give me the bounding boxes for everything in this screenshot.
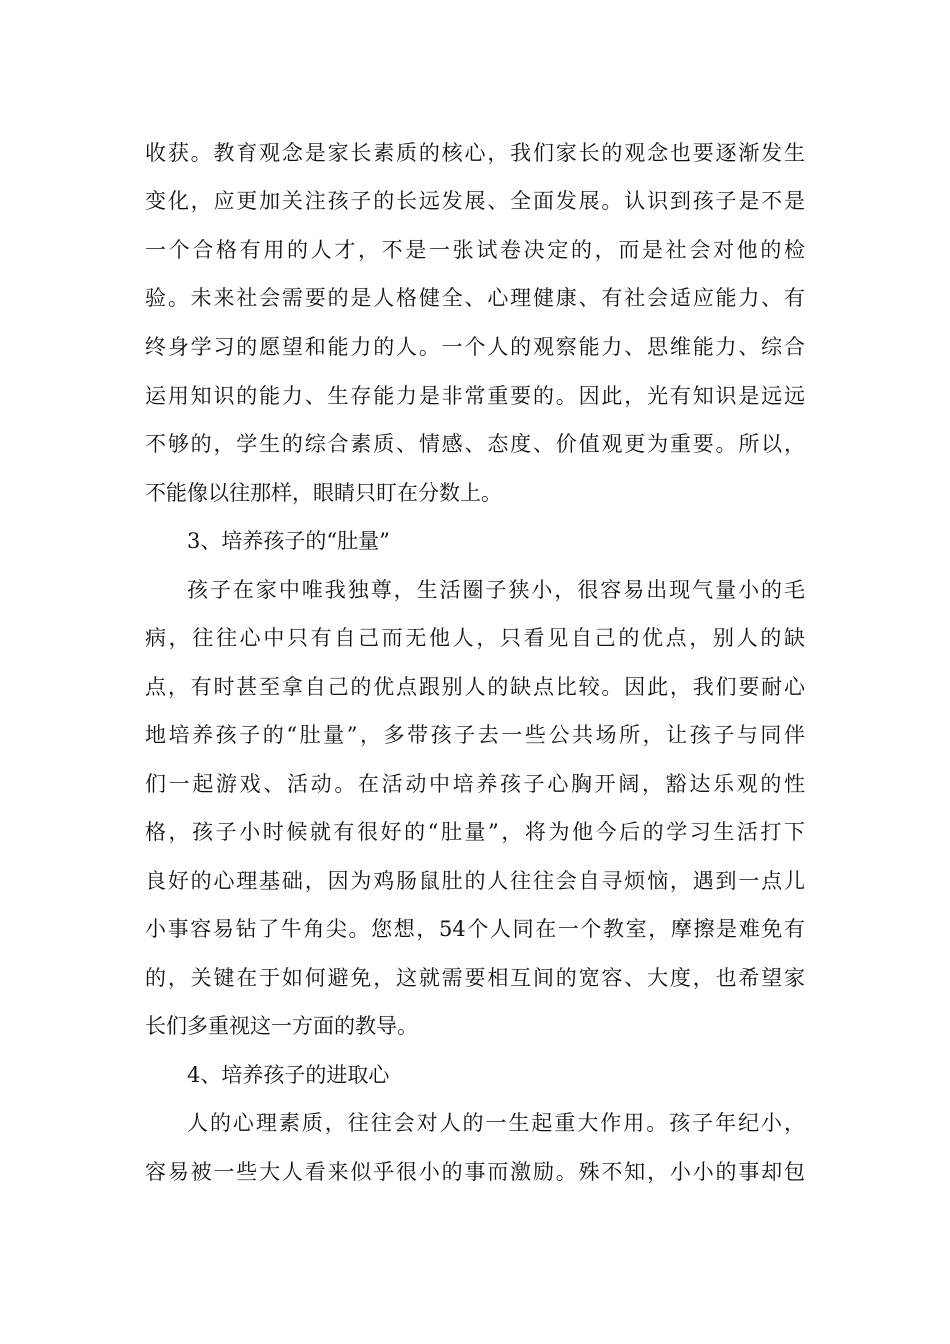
text-line: 格，孩子小时候就有很好的“肚量”，将为他今后的学习生活打下 <box>145 820 805 844</box>
text-line: 们一起游戏、活动。在活动中培养孩子心胸开阔，豁达乐观的性 <box>145 772 805 796</box>
text-line: 变化，应更加关注孩子的长远发展、全面发展。认识到孩子是不是 <box>145 189 805 213</box>
section-heading: 4、培养孩子的进取心 <box>187 1063 390 1087</box>
text-line: 人的心理素质，往往会对人的一生起重大作用。孩子年纪小， <box>187 1111 805 1135</box>
text-line: 不能像以往那样，眼睛只盯在分数上。 <box>145 481 502 505</box>
text-line: 小事容易钻了牛角尖。您想，54个人同在一个教室，摩擦是难免有 <box>145 917 805 941</box>
text-line: 一个合格有用的人才，不是一张试卷决定的，而是社会对他的检 <box>145 238 805 262</box>
section-heading: 3、培养孩子的“肚量” <box>187 529 390 553</box>
text-line: 的，关键在于如何避免，这就需要相互间的宽容、大度，也希望家 <box>145 966 805 990</box>
text-line: 验。未来社会需要的是人格健全、心理健康、有社会适应能力、有 <box>145 286 805 310</box>
text-line: 长们多重视这一方面的教导。 <box>145 1014 418 1038</box>
text-line: 终身学习的愿望和能力的人。一个人的观察能力、思维能力、综合 <box>145 335 805 359</box>
text-line: 不够的，学生的综合素质、情感、态度、价值观更为重要。所以， <box>145 432 805 456</box>
text-line: 点，有时甚至拿自己的优点跟别人的缺点比较。因此，我们要耐心 <box>145 675 805 699</box>
text-line: 收获。教育观念是家长素质的核心，我们家长的观念也要逐渐发生 <box>145 141 805 165</box>
text-line: 地培养孩子的“肚量”，多带孩子去一些公共场所，让孩子与同伴 <box>145 723 805 747</box>
text-line: 容易被一些大人看来似乎很小的事而激励。殊不知，小小的事却包 <box>145 1160 805 1184</box>
text-line: 良好的心理基础，因为鸡肠鼠肚的人往往会自寻烦恼，遇到一点儿 <box>145 869 805 893</box>
text-line: 运用知识的能力、生存能力是非常重要的。因此，光有知识是远远 <box>145 384 805 408</box>
text-line: 孩子在家中唯我独尊，生活圈子狭小，很容易出现气量小的毛 <box>187 578 805 602</box>
text-line: 病，往往心中只有自己而无他人，只看见自己的优点，别人的缺 <box>145 626 805 650</box>
